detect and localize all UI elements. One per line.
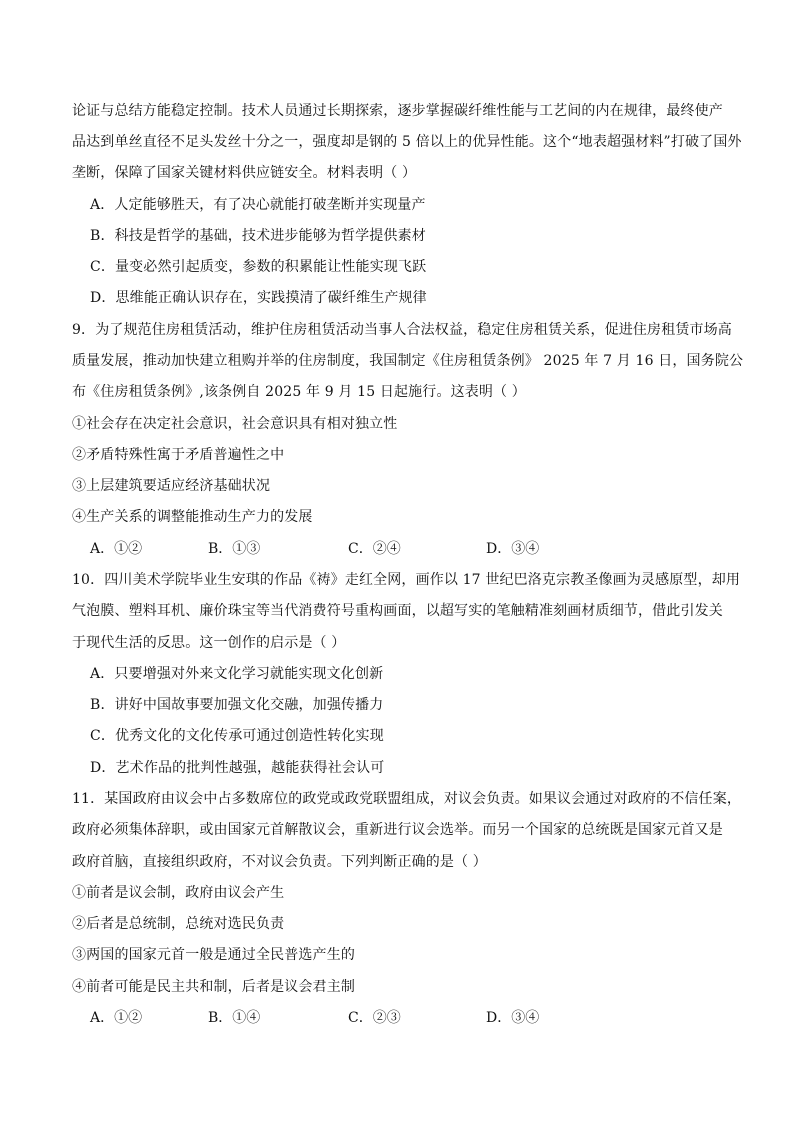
q8-option-c: C．量变必然引起质变，参数的积累能让性能实现飞跃 xyxy=(90,259,427,275)
q11-statement-4: ④前者可能是民主共和制，后者是议会君主制 xyxy=(72,979,355,995)
q11-stem-line-2: 政府必须集体辞职，或由国家元首解散议会，重新进行议会选举。而另一个国家的总统既是国家元首又是 xyxy=(72,822,723,838)
q11-statement-2: ②后者是总统制，总统对选民负责 xyxy=(72,916,285,932)
q9-statement-2: ②矛盾特殊性寓于矛盾普遍性之中 xyxy=(72,447,285,463)
q10-stem-line-1: 10．四川美术学院毕业生安琪的作品《祷》走红全网，画作以 17 世纪巴洛克宗教圣像画为灵感原型，却用 xyxy=(72,572,741,588)
q11-choice-d: D．③④ xyxy=(486,1010,540,1026)
q8-stem-line-3: 垄断，保障了国家关键材料供应链安全。材料表明（ ） xyxy=(72,165,417,181)
q8-option-b: B．科技是哲学的基础，技术进步能够为哲学提供素材 xyxy=(90,228,426,244)
q11-choice-a: A．①② xyxy=(90,1010,143,1026)
q11-stem-line-1: 11．某国政府由议会中占多数席位的政党或政党联盟组成，对议会负责。如果议会通过对政府的不信任案， xyxy=(72,791,742,807)
q11-choice-c: C．②③ xyxy=(348,1010,401,1026)
q10-option-d: D．艺术作品的批判性越强，越能获得社会认可 xyxy=(90,760,385,776)
q10-option-b: B．讲好中国故事要加强文化交融，加强传播力 xyxy=(90,697,384,713)
q8-option-d: D．思维能正确认识存在，实践摸清了碳纤维生产规律 xyxy=(90,290,427,306)
q10-stem-line-2: 气泡膜、塑料耳机、廉价珠宝等当代消费符号重构画面，以超写实的笔触精准刻画材质细节，借此引发关 xyxy=(72,603,723,619)
q9-choice-b: B．①③ xyxy=(208,541,261,557)
q9-choice-a: A．①② xyxy=(90,541,143,557)
q10-option-a: A．只要增强对外来文化学习就能实现文化创新 xyxy=(90,666,384,682)
q8-stem-line-1: 论证与总结方能稳定控制。技术人员通过长期探索，逐步掌握碳纤维性能与工艺间的内在规律，最终使产 xyxy=(72,103,723,119)
q9-statement-1: ①社会存在决定社会意识，社会意识具有相对独立性 xyxy=(72,416,398,432)
q8-stem-line-2: 品达到单丝直径不足头发丝十分之一，强度却是钢的 5 倍以上的优异性能。这个“地表超强材料”打破了国外 xyxy=(72,134,742,150)
q9-choice-c: C．②④ xyxy=(348,541,401,557)
q11-stem-line-3: 政府首脑，直接组织政府，不对议会负责。下列判断正确的是（ ） xyxy=(72,854,487,870)
q9-stem-line-1: 9．为了规范住房租赁活动，维护住房租赁活动当事人合法权益，稳定住房租赁关系，促进住房租赁市场高 xyxy=(72,322,732,338)
q10-option-c: C．优秀文化的文化传承可通过创造性转化实现 xyxy=(90,728,384,744)
q9-statement-3: ③上层建筑要适应经济基础状况 xyxy=(72,478,271,494)
q8-option-a: A．人定能够胜天，有了决心就能打破垄断并实现量产 xyxy=(90,197,426,213)
q11-choice-b: B．①④ xyxy=(208,1010,261,1026)
q9-statement-4: ④生产关系的调整能推动生产力的发展 xyxy=(72,509,313,525)
q11-statement-1: ①前者是议会制，政府由议会产生 xyxy=(72,885,285,901)
q10-stem-line-3: 于现代生活的反思。这一创作的启示是（ ） xyxy=(72,635,346,651)
q9-choice-d: D．③④ xyxy=(486,541,540,557)
q11-statement-3: ③两国的国家元首一般是通过全民普选产生的 xyxy=(72,947,355,963)
q9-stem-line-2: 质量发展，推动加快建立租购并举的住房制度，我国制定《住房租赁条例》 2025 年 7 月 16 日，国务院公 xyxy=(72,353,744,369)
q9-stem-line-3: 布《住房租赁条例》,该条例自 2025 年 9 月 15 日起施行。这表明（ ） xyxy=(72,384,526,400)
